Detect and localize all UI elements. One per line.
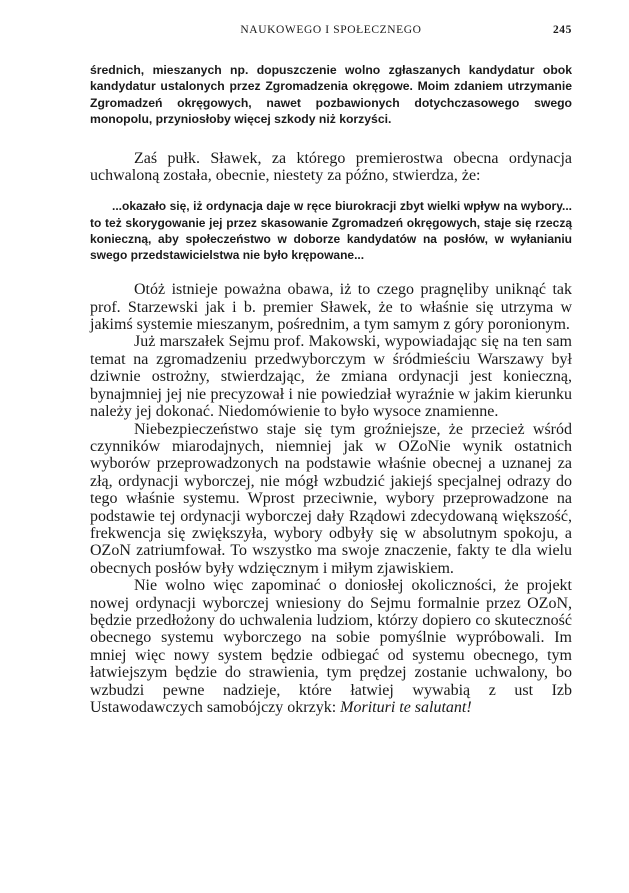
paragraph-continuation: średnich, mieszanych np. dopuszczenie wolno zgłaszanych kandydatur obok kandydatur ustalonych przez Zgromadzenia okręgowe. Moim zdaniem utrzymanie Zgromadzeń okręgowych, nawet pozbawionych dotychczasowego swego monopolu, przyniosłoby więcej szkody niż korzyści. — [90, 63, 572, 127]
paragraph-obawa: Otóż istnieje poważna obawa, iż to czego pragnęliby uniknąć tak prof. Starzewski jak i b. premier Sławek, że to właśnie się utrzyma w jakimś systemie mieszanym, pośrednim, a tym samym z góry poronionym. — [90, 281, 572, 334]
page-header — [90, 22, 572, 44]
paragraph-konkluzja-text: Nie wolno więc zapominać o doniosłej okoliczności, że projekt nowej ordynacji wyborczej wniesiony do Sejmu formalnie przez OZoN, będzie przedłożony do uchwalenia ludziom, którzy dopiero co skuteczność obecnego systemu wyborczego na sobie pomyślnie wypróbowali. Im mniej więc nowy system będzie odbiegać od systemu obecnego, tym łatwiejszym będzie do strawienia, tym prędzej zostanie uchwalony, bo wzbudzi pewne nadzieje, które łatwiej wywabią z ust Izb Ustawodawczych samobójczy okrzyk: — [90, 577, 572, 716]
closing-quote-italic: Morituri te salutant! — [340, 699, 472, 716]
page-number: 245 — [552, 24, 572, 36]
paragraph-makowski: Już marszałek Sejmu prof. Makowski, wypowiadając się na ten sam temat na zgromadzeniu przedwyborczym w śródmieściu Warszawy był dziwnie ostrożny, stwierdzając, że zmiana ordynacji jest konieczną, bynajmniej jej nie precyzował i nie powiedział wyraźnie w jakim kierunku należy jej dokonać. Niedomówienie to było wysoce znamienne. — [90, 333, 572, 421]
paragraph-niebezpieczenstwo: Niebezpieczeństwo staje się tym groźniejsze, że przecież wśród czynników miarodajnych, niemniej jak w OZoNie wynik ostatnich wyborów przeprowadzonych na podstawie właśnie obecnej a uznanej za złą, ordynacji wyborczej, nie mógł wzbudzić jakiejś specjalnej odrazy do tego właśnie systemu. Wprost przeciwnie, wybory przeprowadzone na podstawie tej ordynacji wyborczej dały Rządowi zdecydowaną większość, frekwencja się zwiększyła, wybory odbyły się w absolutnym spokoju, a OZoN zatriumfował. To wszystko ma swoje znaczenie, fakty te dla wielu obecnych posłów były wdzięcznym i miłym zjawiskiem. — [90, 420, 572, 577]
page — [90, 22, 572, 716]
block-quote: ...okazało się, iż ordynacja daje w ręce biurokracji zbyt wielki wpływ na wybory... to też skorygowanie jej przez skasowanie Zgromadzeń okręgowych, staje się rzeczą konieczną, aby społeczeństwo w doborze kandydatów na posłów, w wyłanianiu swego przedstawicielstwa nie było krępowane... — [90, 199, 572, 263]
paragraph-slawek-intro: Zaś pułk. Sławek, za którego premierostwa obecna ordynacja uchwaloną została, obecnie, niestety za późno, stwierdza, że: — [90, 149, 572, 185]
running-title: NAUKOWEGO I SPOŁECZNEGO — [240, 24, 422, 36]
paragraph-konkluzja — [90, 577, 572, 716]
